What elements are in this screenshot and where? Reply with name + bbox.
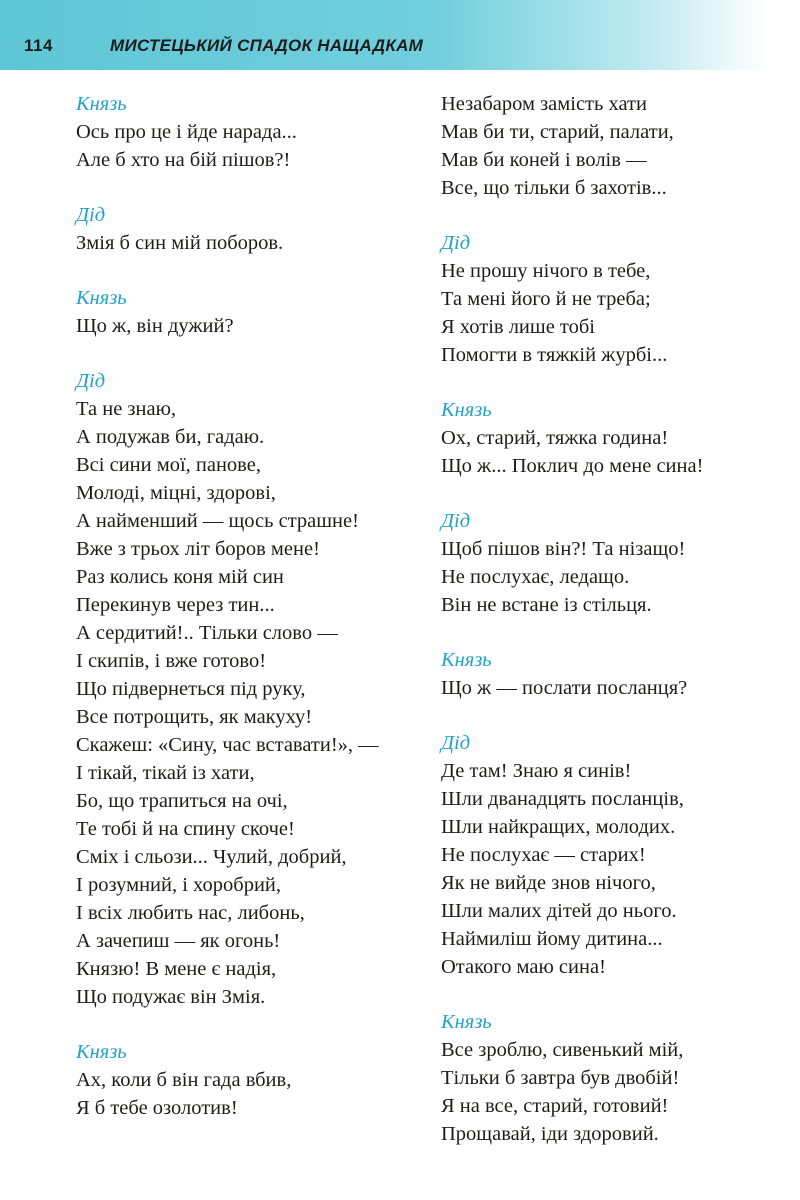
verse-line: Що ж, він дужий? bbox=[76, 315, 234, 337]
verse-line: Змія б син мій поборов. bbox=[76, 232, 284, 254]
dialogue-block bbox=[76, 90, 416, 174]
dialogue-block bbox=[441, 229, 781, 369]
verse-line: Що ж — послати посланця? bbox=[441, 677, 688, 699]
dialogue-block bbox=[441, 1008, 781, 1148]
verse-line: Вже з трьох літ боров мене! bbox=[76, 538, 320, 560]
verse-line: Ах, коли б він гада вбив, bbox=[76, 1069, 292, 1091]
verse-line: Ох, старий, тяжка година! bbox=[441, 427, 669, 449]
verse-line: Шли дванадцять посланців, bbox=[441, 788, 684, 810]
verse-line: Отакого маю сина! bbox=[441, 956, 606, 978]
verse-line: Я б тебе озолотив! bbox=[76, 1097, 238, 1119]
verse-line: Скажеш: «Сину, час вставати!», — bbox=[76, 734, 379, 756]
verse-line: Те тобі й на спину скоче! bbox=[76, 818, 295, 840]
verse-line: Я на все, старий, готовий! bbox=[441, 1095, 669, 1117]
verse-line: Сміх і сльози... Чулий, добрий, bbox=[76, 846, 347, 868]
verse-line: І тікай, тікай із хати, bbox=[76, 762, 255, 784]
verse-line: Мав би коней і волів — bbox=[441, 149, 647, 171]
verse-line: Ось про це і йде нарада... bbox=[76, 121, 297, 143]
speaker-name: Князь bbox=[441, 1011, 492, 1033]
verse-line: Незабаром замість хати bbox=[441, 93, 647, 115]
verse-line: Я хотів лише тобі bbox=[441, 316, 595, 338]
verse-line: Не прошу нічого в тебе, bbox=[441, 260, 651, 282]
verse-line: Він не встане із стільця. bbox=[441, 594, 652, 616]
page-header bbox=[0, 0, 800, 70]
verse-line: І розумний, і хоробрий, bbox=[76, 874, 282, 896]
speaker-name: Князь bbox=[76, 1041, 127, 1063]
page-number: 114 bbox=[24, 36, 53, 55]
verse-line: Де там! Знаю я синів! bbox=[441, 760, 632, 782]
verse-line: Що підвернеться під руку, bbox=[76, 678, 306, 700]
verse-line: Не послухає, ледащо. bbox=[441, 566, 630, 588]
verse-line: Але б хто на бій пішов?! bbox=[76, 149, 291, 171]
verse-line: Та мені його й не треба; bbox=[441, 288, 651, 310]
verse-line: Що подужає він Змія. bbox=[76, 986, 266, 1008]
verse-line: Прощавай, іди здоровий. bbox=[441, 1123, 659, 1145]
speaker-name: Дід bbox=[441, 232, 471, 254]
text-column-right bbox=[441, 90, 781, 1175]
verse-line: Всі сини мої, панове, bbox=[76, 454, 261, 476]
dialogue-block bbox=[76, 284, 416, 340]
verse-line: Все зроблю, сивенький мій, bbox=[441, 1039, 684, 1061]
dialogue-block bbox=[441, 396, 781, 480]
verse-line: Мав би ти, старий, палати, bbox=[441, 121, 674, 143]
verse-line: А найменший — щось страшне! bbox=[76, 510, 359, 532]
verse-line: Та не знаю, bbox=[76, 398, 177, 420]
verse-line: А подужав би, гадаю. bbox=[76, 426, 265, 448]
verse-line: Помогти в тяжкій журбі... bbox=[441, 344, 668, 366]
dialogue-block bbox=[76, 1038, 416, 1122]
speaker-name: Князь bbox=[441, 399, 492, 421]
verse-line: Все потрощить, як макуху! bbox=[76, 706, 313, 728]
speaker-name: Дід bbox=[76, 204, 106, 226]
verse-line: А зачепиш — як огонь! bbox=[76, 930, 281, 952]
running-title: МИСТЕЦЬКИЙ СПАДОК НАЩАДКАМ bbox=[110, 36, 424, 55]
verse-line: Шли найкращих, молодих. bbox=[441, 816, 676, 838]
speaker-name: Дід bbox=[441, 510, 471, 532]
speaker-name: Князь bbox=[441, 649, 492, 671]
dialogue-block bbox=[76, 201, 416, 257]
dialogue-block bbox=[441, 90, 781, 202]
dialogue-block bbox=[441, 729, 781, 981]
speaker-name: Князь bbox=[76, 287, 127, 309]
speaker-name: Князь bbox=[76, 93, 127, 115]
verse-line: Молоді, міцні, здорові, bbox=[76, 482, 276, 504]
verse-line: Бо, що трапиться на очі, bbox=[76, 790, 288, 812]
verse-line: Все, що тільки б захотів... bbox=[441, 177, 667, 199]
text-column-left bbox=[76, 90, 416, 1149]
verse-line: Як не вийде знов нічого, bbox=[441, 872, 656, 894]
verse-line: Шли малих дітей до нього. bbox=[441, 900, 677, 922]
verse-line: Тільки б завтра був двобій! bbox=[441, 1067, 680, 1089]
speaker-name: Дід bbox=[76, 370, 106, 392]
verse-line: А сердитий!.. Тільки слово — bbox=[76, 622, 338, 644]
verse-line: Перекинув через тин... bbox=[76, 594, 275, 616]
dialogue-block bbox=[441, 646, 781, 702]
verse-line: Раз колись коня мій син bbox=[76, 566, 284, 588]
verse-line: Князю! В мене є надія, bbox=[76, 958, 277, 980]
verse-line: Наймиліш йому дитина... bbox=[441, 928, 663, 950]
speaker-name: Дід bbox=[441, 732, 471, 754]
dialogue-block bbox=[76, 367, 416, 1011]
verse-line: І всіх любить нас, либонь, bbox=[76, 902, 305, 924]
dialogue-block bbox=[441, 507, 781, 619]
verse-line: Щоб пішов він?! Та нізащо! bbox=[441, 538, 686, 560]
verse-line: І скипів, і вже готово! bbox=[76, 650, 267, 672]
verse-line: Що ж... Поклич до мене сина! bbox=[441, 455, 704, 477]
verse-line: Не послухає — старих! bbox=[441, 844, 646, 866]
